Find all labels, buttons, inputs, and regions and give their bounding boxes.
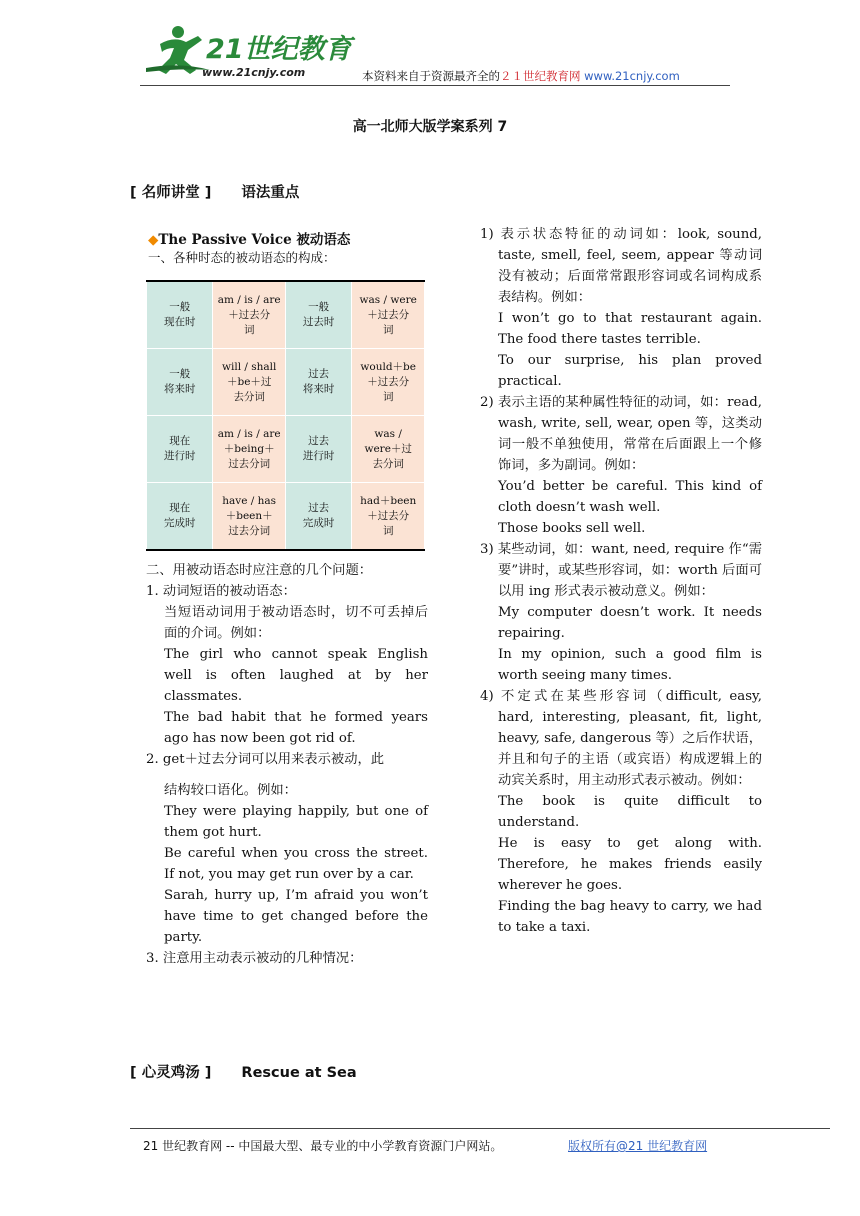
example-sentence: The girl who cannot speak English well is often laughed at by her classmates. bbox=[164, 647, 428, 704]
list-item: 2. get＋过去分词可以用来表示被动，此 bbox=[146, 752, 385, 767]
list-item: 4) 不定式在某些形容词（difficult, easy, hard, interesting, pleasant, fit, light, heavy, safe, dangerous 等）之后作状语，并且和句子的主语（或宾语）构成逻辑上的动宾关系时，用主动形式表示被动。例如： bbox=[480, 689, 762, 788]
tense-cell: 过去 进行时 bbox=[285, 416, 351, 483]
footer-text: 21 世纪教育网 -- 中国最大型、最专业的中小学教育资源门户网站。 bbox=[143, 1139, 503, 1153]
tense-cell: 现在 进行时 bbox=[147, 416, 213, 483]
passive-voice-heading: ◆The Passive Voice 被动语态 bbox=[148, 232, 351, 248]
list-item: 1. 动词短语的被动语态： bbox=[146, 584, 296, 599]
form-cell: had＋been ＋过去分 词 bbox=[352, 483, 425, 551]
tense-cell: 一般 过去时 bbox=[285, 281, 351, 349]
header-divider bbox=[140, 85, 730, 86]
list-item: 2) 表示主语的某种属性特征的动词，如：read, wash, write, sell, wear, open 等，这类动词一般不单独使用，常常在后面跟上一个修饰词，多为副词。例如： bbox=[480, 395, 762, 473]
tense-cell: 现在 完成时 bbox=[147, 483, 213, 551]
explanation-text: 结构较口语化。例如： bbox=[164, 783, 297, 798]
example-sentence: Be careful when you cross the street. If not, you may get run over by a car. bbox=[164, 846, 428, 882]
example-sentence: The bad habit that he formed years ago has now been got rid of. bbox=[164, 710, 428, 746]
form-cell: would＋be ＋过去分 词 bbox=[352, 349, 425, 416]
usage-heading: 二、用被动语态时应注意的几个问题： bbox=[146, 563, 373, 578]
table-row bbox=[147, 416, 425, 483]
tense-cell: 一般 将来时 bbox=[147, 349, 213, 416]
example-sentence: To our surprise, his plan proved practical. bbox=[498, 353, 762, 389]
copyright-link[interactable]: 版权所有@21 世纪教育网 bbox=[568, 1139, 708, 1153]
header-url-link[interactable]: www.21cnjy.com bbox=[584, 69, 680, 83]
section-heading-xinling: [ 心灵鸡汤 ] Rescue at Sea bbox=[130, 1065, 357, 1081]
header-site-link[interactable]: ２１世纪教育网 bbox=[500, 69, 581, 83]
list-item: 3. 注意用主动表示被动的几种情况： bbox=[146, 951, 363, 966]
form-cell: have / has ＋been＋ 过去分词 bbox=[213, 483, 286, 551]
right-column bbox=[480, 224, 762, 938]
example-sentence: My computer doesn’t work. It needs repairing. bbox=[498, 605, 762, 641]
example-sentence: I won’t go to that restaurant again. The food there tastes terrible. bbox=[498, 311, 762, 347]
footer-divider bbox=[130, 1128, 830, 1129]
example-sentence: He is easy to get along with. Therefore, he makes friends easily wherever he goes. bbox=[498, 836, 762, 893]
runner-icon bbox=[146, 26, 210, 74]
form-cell: am / is / are ＋being＋ 过去分词 bbox=[213, 416, 286, 483]
passive-voice-subheading: 一、各种时态的被动语态的构成： bbox=[148, 250, 336, 265]
page-title: 高一北师大版学案系列 7 bbox=[352, 119, 508, 135]
tense-cell: 过去 完成时 bbox=[285, 483, 351, 551]
logo-text: 21世纪教育 bbox=[206, 34, 352, 65]
example-sentence: The book is quite difficult to understand. bbox=[498, 794, 762, 830]
section-heading-mingshi: [ 名师讲堂 ] 语法重点 bbox=[130, 185, 300, 201]
example-sentence: Sarah, hurry up, I’m afraid you won’t have time to get changed before the party. bbox=[164, 888, 428, 945]
example-sentence: Finding the bag heavy to carry, we had to take a taxi. bbox=[498, 899, 762, 935]
example-sentence: You’d better be careful. This kind of cloth doesn’t wash well. bbox=[498, 479, 762, 515]
logo-url: www.21cnjy.com bbox=[202, 66, 306, 79]
list-item: 3) 某些动词，如：want, need, require 作“需要”讲时，或某些形容词，如：worth 后面可以用 ing 形式表示被动意义。例如： bbox=[480, 542, 762, 599]
explanation-text: 当短语动词用于被动语态时，切不可丢掉后面的介词。例如： bbox=[164, 605, 428, 641]
list-item: 1) 表示状态特征的动词如：look, sound, taste, smell, feel, seem, appear 等动词没有被动；后面常常跟形容词或名词构成系表结构。例如： bbox=[480, 227, 762, 305]
example-sentence: In my opinion, such a good film is worth seeing many times. bbox=[498, 647, 762, 683]
table-row bbox=[147, 349, 425, 416]
form-cell: am / is / are ＋过去分 词 bbox=[213, 281, 286, 349]
site-logo bbox=[140, 22, 352, 84]
form-cell: will / shall ＋be＋过 去分词 bbox=[213, 349, 286, 416]
table-row bbox=[147, 483, 425, 551]
form-cell: was / were＋过 去分词 bbox=[352, 416, 425, 483]
diamond-bullet-icon: ◆ bbox=[148, 232, 159, 248]
header-note-prefix: 本资料来自于资源最齐全的 bbox=[362, 69, 500, 83]
example-sentence: Those books sell well. bbox=[498, 521, 646, 536]
header-note bbox=[362, 68, 680, 84]
tense-cell: 一般 现在时 bbox=[147, 281, 213, 349]
form-cell: was / were ＋过去分 词 bbox=[352, 281, 425, 349]
left-column bbox=[146, 560, 428, 969]
table-row bbox=[147, 281, 425, 349]
tense-table bbox=[146, 280, 425, 551]
example-sentence: They were playing happily, but one of them got hurt. bbox=[164, 804, 428, 840]
tense-cell: 过去 将来时 bbox=[285, 349, 351, 416]
